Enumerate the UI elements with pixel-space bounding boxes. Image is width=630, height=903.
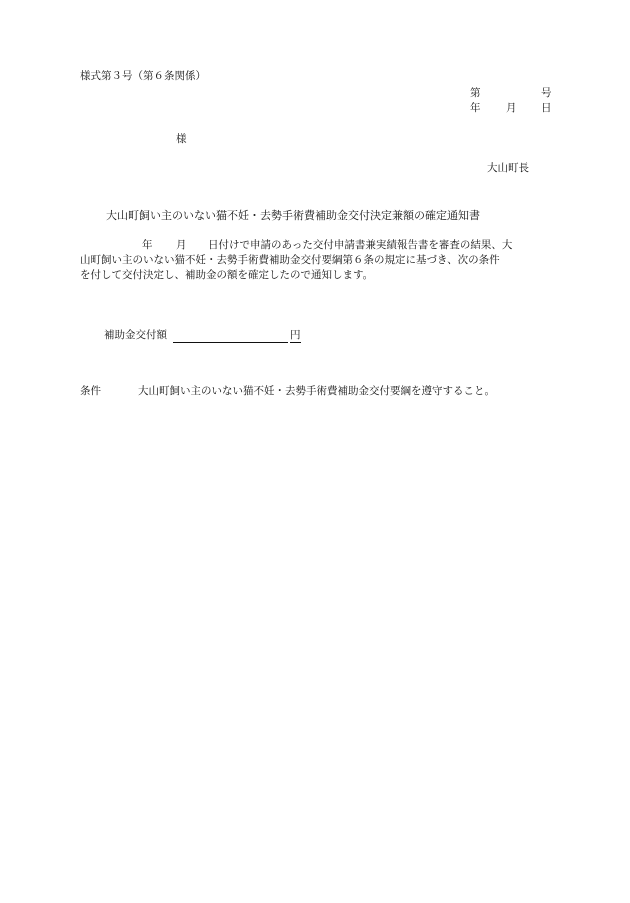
addressee-honorific: 様 xyxy=(176,133,187,145)
date-year-label: 年 xyxy=(470,102,481,114)
form-number: 様式第３号（第６条関係） xyxy=(80,70,206,82)
condition-text: 大山町飼い主のいない猫不妊・去勢手術費補助金交付要綱を遵守すること。 xyxy=(138,385,495,397)
body-line-1-text: 日付けで申請のあった交付申請書兼実績報告書を審査の結果、大 xyxy=(208,239,513,251)
condition-label: 条件 xyxy=(80,385,101,397)
issuer-name: 大山町長 xyxy=(487,162,529,174)
document-title: 大山町飼い主のいない猫不妊・去勢手術費補助金交付決定兼額の確定通知書 xyxy=(106,209,480,222)
amount-label: 補助金交付額 xyxy=(104,329,167,341)
document-number-prefix: 第 xyxy=(470,87,481,99)
date-day-label: 日 xyxy=(541,102,552,114)
amount-blank-line xyxy=(173,342,288,343)
date-month-label: 月 xyxy=(506,102,517,114)
body-line-2: 山町飼い主のいない猫不妊・去勢手術費補助金交付要綱第６条の規定に基づき、次の条件 xyxy=(80,254,500,266)
body-line-3: を付して交付決定し、補助金の額を確定したので通知します。 xyxy=(80,269,374,281)
amount-unit: 円 xyxy=(290,329,301,341)
body-month-label: 月 xyxy=(176,239,187,251)
body-year-label: 年 xyxy=(142,239,153,251)
document-number-suffix: 号 xyxy=(541,87,552,99)
